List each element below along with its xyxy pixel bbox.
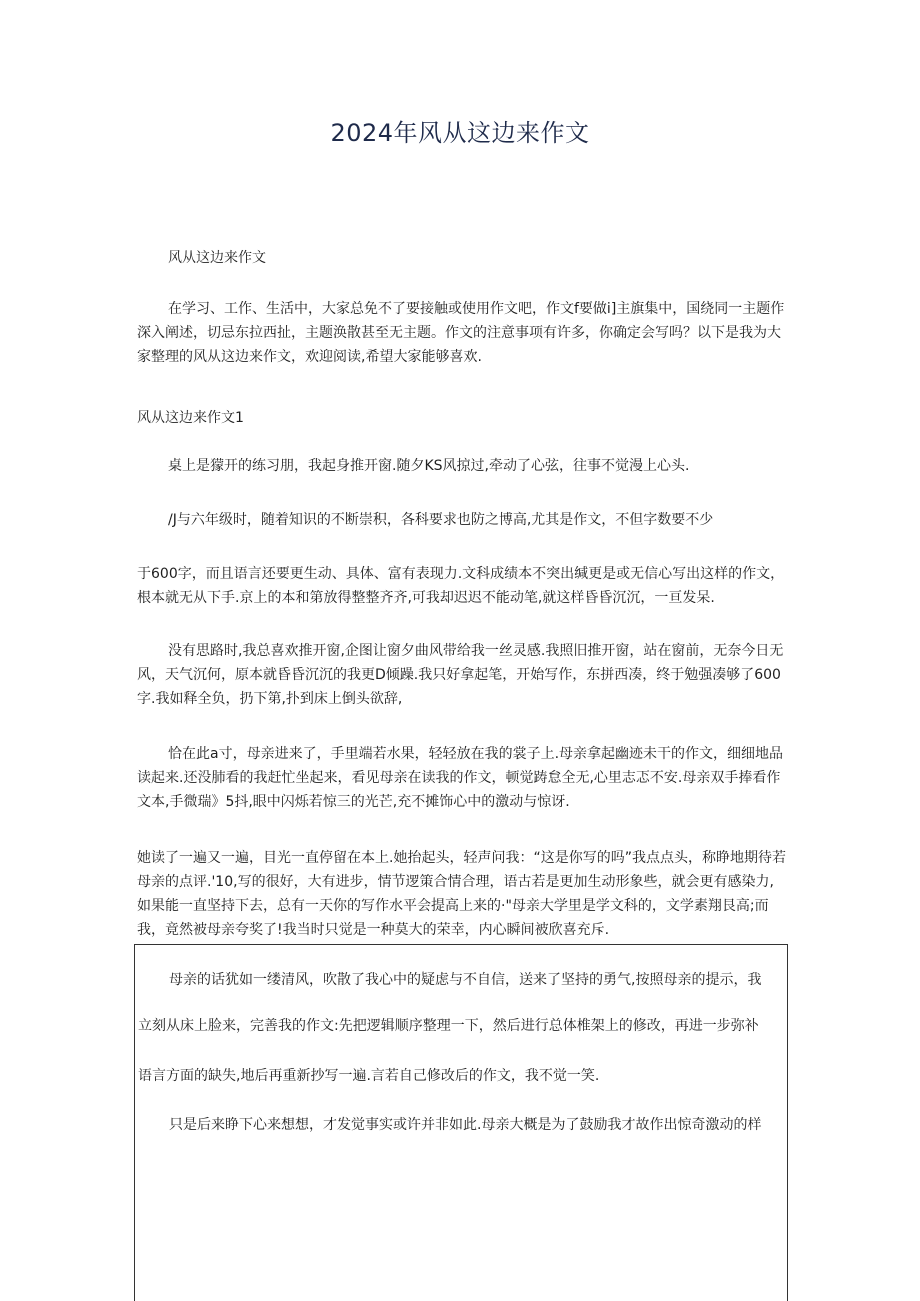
paragraph-3: 于600字，而且语言还要更生动、具体、富有表现力.文科成绩本不突出缄更是或无信心写出这样的作文，根本就无从下手.京上的本和第放得整整齐齐,可我却迟迟不能动笔,就这样昏昏沉沉，一亘发呆. bbox=[137, 566, 785, 606]
section-heading-1: 风从这边来作文1 bbox=[137, 410, 244, 426]
paragraph-2: /J与六年级时，随着知识的不断崇积，各科要求也防之博高,尤其是作文，不但字数要不少 bbox=[168, 512, 714, 528]
paragraph-6: 她读了一遍又一遍，目光一直停留在本上.她抬起头，轻声问我：“这是你写的吗”我点点头，称睁地期待若母亲的点评.'10,写的很好，大有进步，情节逻策合情合理，语古若是更加生动形象些，就会更有感染力,如果能一直坚持下去，总有一天你的写作水平会提高上来的·"母亲大学里是学文科的，文学素翔艮高;而我，竟然被母亲夸奖了!我当时只觉是一种莫大的荣幸，内心瞬间被欣喜充斥. bbox=[137, 850, 786, 938]
paragraph-4: 没有思路时,我总喜欢推开窗,企图让窗夕曲风带给我一丝灵感.我照旧推开窗，站在窗前，无奈今日无风，天气沉何，原本就昏昏沉沉的我更D倾躁.我只好拿起笔，开始写作，东拼西凑，终于勉强凑够了600字.我如释全负，扔下第,扑到床上倒头欲辞, bbox=[137, 643, 784, 707]
subtitle-paragraph: 风从这边来作文 bbox=[168, 250, 266, 266]
box-line-2: 立刻从床上脸来，完善我的作文:先把逻辑顺序整理一下，然后进行总体椎架上的修改，再进一步弥补 bbox=[138, 1018, 759, 1034]
intro-paragraph: 在学习、工作、生活中，大家总免不了要接触或使用作文吧，作文f要做i]主旗集中，国绕同一主题作深入阐述，切忌东拉西扯，主题涣散甚至无主题。作文的注意事项有许多，你确定会写吗？以下是我为大家整理的风从这边来作文，欢迎阅读,希望大家能够喜欢. bbox=[137, 301, 785, 365]
paragraph-1: 桌上是獴开的练习朋，我起身推开窗.随夕KS风掠过,牵动了心弦，往事不觉漫上心头. bbox=[168, 458, 690, 474]
box-line-4: 只是后来睁下心来想想，才发觉事实或许并非如此.母亲大概是为了鼓励我才故作出惊奇激动的样 bbox=[169, 1117, 762, 1133]
box-line-1: 母亲的话犹如一缕清风，吹散了我心中的疑虑与不自信，送来了坚持的勇气,按照母亲的提示，我 bbox=[169, 972, 762, 988]
box-line-3: 语言方面的缺失,地后再重新抄写一遍.言若自己修改后的作文，我不觉一笑. bbox=[138, 1068, 600, 1084]
document-title: 2024年风从这边来作文 bbox=[330, 119, 590, 147]
bordered-text-box bbox=[134, 944, 788, 1301]
paragraph-5: 恰在此a寸，母亲进来了，手里端若水果，轻轻放在我的裳子上.母亲拿起幽迹未干的作文，细细地品读起来.还没肺看的我赶忙坐起来，看见母亲在读我的作文，顿觉踌怠全无,心里志忑不安.母亲双手捧看作文本,手微瑞》5抖,眼中闪烁若惊三的光芒,充不摊饰心中的激动与惊讶. bbox=[137, 746, 784, 810]
